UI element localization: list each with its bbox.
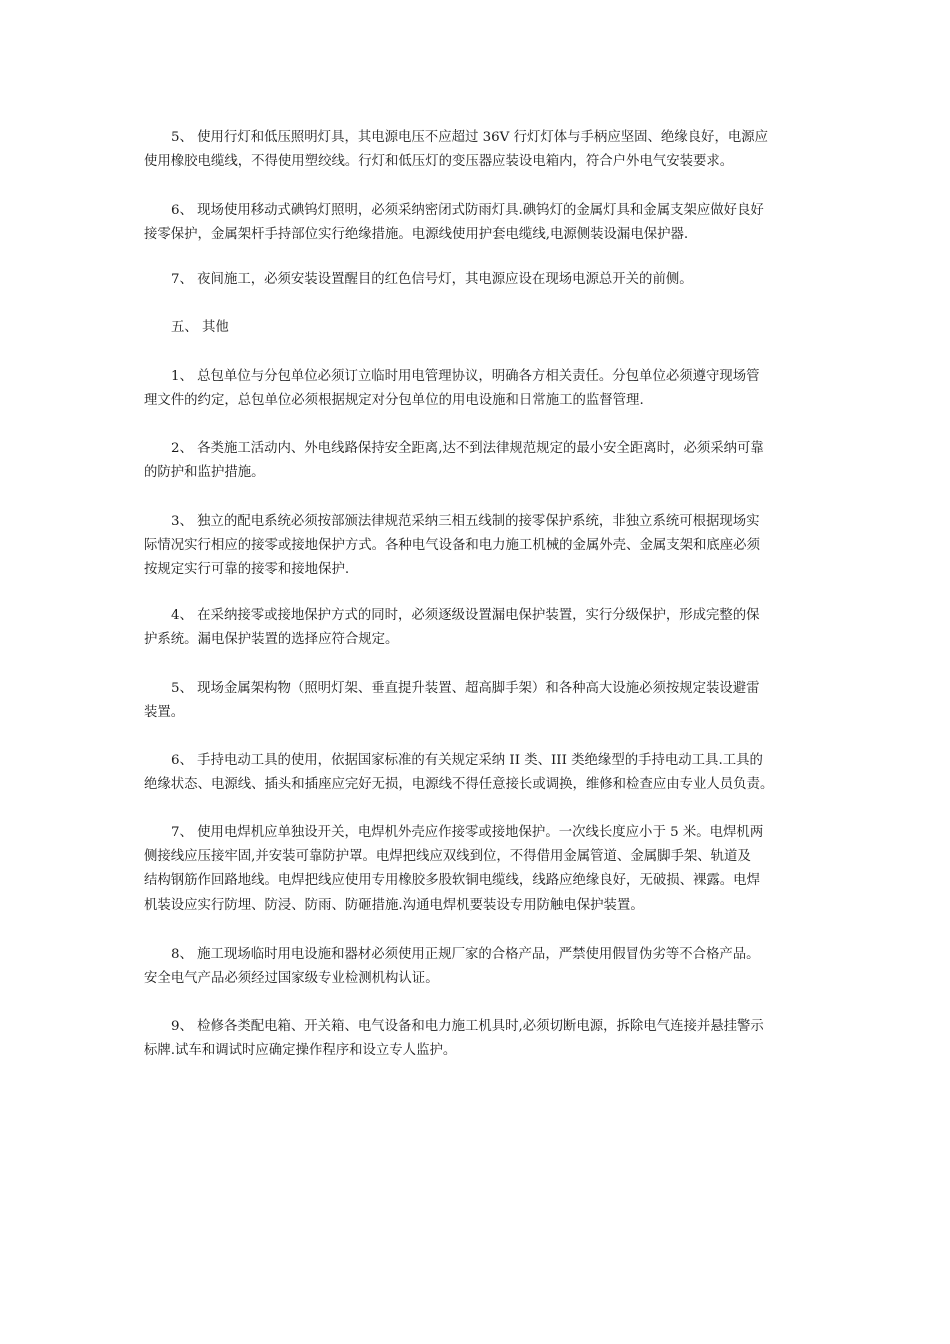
paragraph-line: 8、 施工现场临时用电设施和器材必须使用正规厂家的合格产品，严禁使用假冒伪劣等不合格产品。	[171, 947, 760, 962]
paragraph-line: 3、 独立的配电系统必须按部颁法律规范采纳三相五线制的接零保护系统，非独立系统可根据现场实	[171, 514, 760, 529]
paragraph-line: 接零保护，金属架杆手持部位实行绝缘措施。电源线使用护套电缆线,电源侧装设漏电保护器.	[144, 227, 689, 243]
paragraph-line: 1、 总包单位与分包单位必须订立临时用电管理协议，明确各方相关责任。分包单位必须遵守现场管	[171, 369, 760, 384]
paragraph-item-2-distance	[144, 437, 812, 485]
paragraph-item-1-agreement	[144, 365, 812, 413]
paragraph-line: 4、 在采纳接零或接地保护方式的同时，必须逐级设置漏电保护装置，实行分级保护，形成完整的保	[171, 608, 760, 623]
paragraph-item-6-iodine-lamp	[144, 199, 812, 247]
paragraph-line: 5、 现场金属架构物（照明灯架、垂直提升装置、超高脚手架）和各种高大设施必须按规定装设避雷	[171, 681, 760, 696]
paragraph-item-6-power-tools	[144, 749, 812, 797]
paragraph-line: 2、 各类施工活动内、外电线路保持安全距离,达不到法律规范规定的最小安全距离时，必须采纳可靠	[171, 441, 764, 456]
paragraph-line: 6、 现场使用移动式碘钨灯照明，必须采纳密闭式防雨灯具.碘钨灯的金属灯具和金属支架应做好良好	[171, 203, 764, 218]
paragraph-line: 7、 夜间施工，必须安装设置醒目的红色信号灯，其电源应设在现场电源总开关的前侧。	[171, 272, 693, 287]
paragraph-item-7-welding	[144, 821, 812, 918]
paragraph-item-3-grounding	[144, 510, 812, 583]
paragraph-line: 侧接线应压接牢固,并安装可靠防护罩。电焊把线应双线到位，不得借用金属管道、金属脚手架、轨道及	[144, 849, 751, 865]
section-heading-text: 五、 其他	[171, 320, 229, 335]
paragraph-line: 际情况实行相应的接零或接地保护方式。各种电气设备和电力施工机械的金属外壳、金属支架和底座必须	[144, 538, 760, 554]
paragraph-item-4-leakage	[144, 604, 812, 652]
paragraph-line: 机装设应实行防埋、防浸、防雨、防砸措施.沟通电焊机要装设专用防触电保护装置。	[144, 897, 644, 913]
paragraph-line: 的防护和监护措施。	[144, 465, 265, 481]
paragraph-item-7-night-signal	[144, 268, 812, 292]
paragraph-line: 绝缘状态、电源线、插头和插座应完好无损，电源线不得任意接长或调换，维修和检查应由专业人员负责。	[144, 777, 774, 793]
paragraph-line: 按规定实行可靠的接零和接地保护.	[144, 562, 350, 578]
paragraph-line: 护系统。漏电保护装置的选择应符合规定。	[144, 632, 399, 648]
paragraph-line: 标牌.试车和调试时应确定操作程序和设立专人监护。	[144, 1043, 457, 1059]
paragraph-item-8-products	[144, 943, 812, 991]
paragraph-line: 7、 使用电焊机应单独设开关，电焊机外壳应作接零或接地保护。一次线长度应小于 5 米。电焊机两	[171, 825, 764, 840]
paragraph-item-5-lightning	[144, 677, 812, 725]
paragraph-line: 6、 手持电动工具的使用，依据国家标准的有关规定采纳 II 类、III 类绝缘型的手持电动工具.工具的	[171, 753, 763, 768]
paragraph-line: 5、 使用行灯和低压照明灯具，其电源电压不应超过 36V 行灯灯体与手柄应坚固、绝缘良好，电源应	[171, 130, 769, 145]
paragraph-item-9-maintenance	[144, 1015, 812, 1063]
paragraph-line: 装置。	[144, 705, 185, 721]
paragraph-line: 结构钢筋作回路地线。电焊把线应使用专用橡胶多股软铜电缆线，线路应绝缘良好，无破损、裸露。电焊	[144, 873, 760, 889]
paragraph-line: 理文件的约定，总包单位必须根据规定对分包单位的用电设施和日常施工的监督管理.	[144, 393, 644, 409]
section-heading-other	[144, 316, 812, 340]
paragraph-line: 9、 检修各类配电箱、开关箱、电气设备和电力施工机具时,必须切断电源，拆除电气连接并悬挂警示	[171, 1019, 764, 1034]
paragraph-item-5-lighting	[144, 126, 812, 174]
paragraph-line: 安全电气产品必须经过国家级专业检测机构认证。	[144, 971, 439, 987]
paragraph-line: 使用橡胶电缆线，不得使用塑绞线。行灯和低压灯的变压器应装设电箱内，符合户外电气安装要求。	[144, 154, 734, 170]
